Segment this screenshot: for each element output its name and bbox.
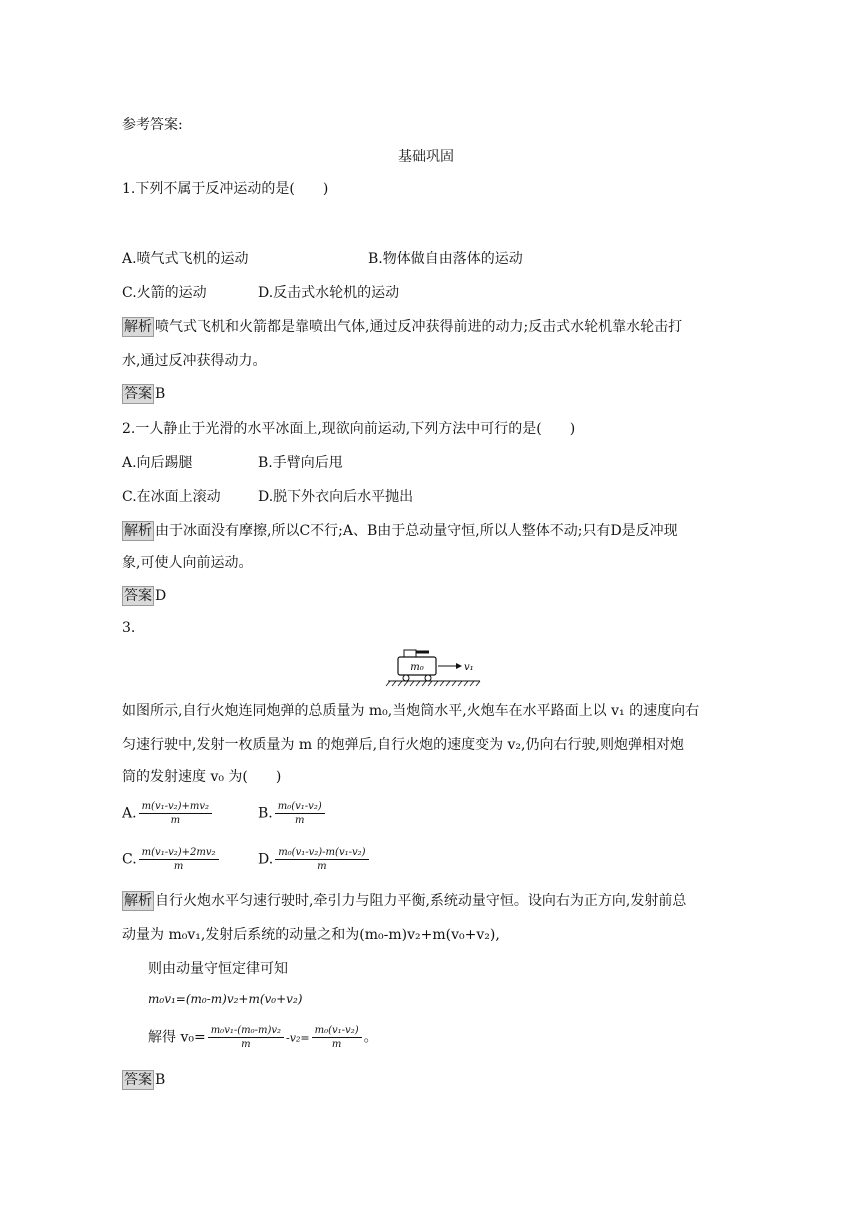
q1-option-b: B.物体做自由落体的运动 xyxy=(368,251,523,267)
answer-tag: 答案 xyxy=(124,1072,152,1088)
fraction-denominator: m xyxy=(317,861,327,872)
q2-analysis-text-1: 由于冰面没有摩擦,所以C不行;A、B由于总动量守恒,所以人整体不动;只有D是反冲现 xyxy=(155,523,678,539)
q2-option-d: D.脱下外衣向后水平抛出 xyxy=(258,489,414,505)
q1-answer-value: B xyxy=(155,386,166,402)
q3-answer-value: B xyxy=(155,1072,166,1088)
q3-stem-1: 如图所示,自行火炮连同炮弹的总质量为 m₀,当炮筒水平,火炮车在水平路面上以 v₁ 的速度向右 xyxy=(122,703,700,719)
q3-analysis-text-1: 自行火炮水平匀速行驶时,牵引力与阻力平衡,系统动量守恒。设向右为正方向,发射前总 xyxy=(155,893,687,909)
velocity-label: v₁ xyxy=(464,662,474,673)
q3-stem-2: 匀速行驶中,发射一枚质量为 m 的炮弹后,自行火炮的速度变为 v₂,仍向右行驶,则炮弹相对炮 xyxy=(122,737,684,753)
option-prefix: B. xyxy=(258,805,273,822)
q3-solution xyxy=(148,1024,378,1051)
solution-end: 。 xyxy=(363,1029,378,1046)
self-propelled-gun-figure xyxy=(380,646,490,690)
q1-option-a: A.喷气式飞机的运动 xyxy=(122,251,249,267)
q3-option-a xyxy=(122,800,214,827)
q2-analysis xyxy=(122,520,678,541)
q3-analysis xyxy=(122,890,686,911)
q2-option-a: A.向后踢腿 xyxy=(122,455,193,471)
q3-momentum-equation: m₀v₁=(m₀-m)v₂+m(v₀+v₂) xyxy=(148,992,303,1006)
solution-prefix: 解得 v₀= xyxy=(148,1029,206,1046)
wheel-left xyxy=(403,675,409,681)
fraction-numerator: m₀(v₁-v₂) xyxy=(275,800,325,814)
q3-analysis-text-2: 动量为 m₀v₁,发射后系统的动量之和为(m₀-m)v₂+m(v₀+v₂), xyxy=(122,927,500,943)
analysis-tag: 解析 xyxy=(124,319,152,335)
fraction-numerator: m₀(v₁-v₂)-m(v₁-v₂) xyxy=(275,846,368,860)
ground-hatching xyxy=(386,681,480,686)
fraction-numerator: m(v₁-v₂)+mv₂ xyxy=(139,800,213,814)
fraction-numerator: m(v₁-v₂)+2mv₂ xyxy=(139,846,219,860)
fraction-denominator: m xyxy=(241,1039,251,1050)
q3-stem-3: 筒的发射速度 v₀ 为( ) xyxy=(122,769,282,785)
q1-answer xyxy=(122,384,165,404)
q2-answer-value: D xyxy=(155,588,167,604)
q3-option-b xyxy=(258,800,327,827)
option-prefix: A. xyxy=(122,805,137,822)
q2-answer xyxy=(122,586,166,606)
option-d-fraction xyxy=(275,846,368,873)
q1-analysis-text-1: 喷气式飞机和火箭都是靠喷出气体,通过反冲获得前进的动力;反击式水轮机靠水轮击打 xyxy=(155,319,683,335)
q3-option-d xyxy=(258,846,371,873)
q2-option-b: B.手臂向后甩 xyxy=(258,455,343,471)
velocity-arrowhead xyxy=(456,663,462,669)
gun-turret xyxy=(404,650,416,657)
mass-label: m₀ xyxy=(410,662,424,673)
option-prefix: C. xyxy=(122,851,137,868)
q1-option-d: D.反击式水轮机的运动 xyxy=(258,285,400,301)
analysis-tag: 解析 xyxy=(124,523,152,539)
fraction-denominator: m xyxy=(170,815,181,826)
fraction-numerator: m₀(v₁-v₂) xyxy=(312,1024,362,1038)
option-a-fraction xyxy=(139,800,213,827)
answer-tag: 答案 xyxy=(124,588,152,604)
fraction-denominator: m xyxy=(295,815,305,826)
q3-analysis-text-3: 则由动量守恒定律可知 xyxy=(148,961,288,977)
solution-fraction-1 xyxy=(208,1024,284,1051)
option-prefix: D. xyxy=(258,851,274,868)
q3-option-c xyxy=(122,846,221,873)
solution-fraction-2 xyxy=(312,1024,362,1051)
q1-stem: 1.下列不属于反冲运动的是( ) xyxy=(122,181,329,197)
option-c-fraction xyxy=(139,846,219,873)
section-title: 基础巩固 xyxy=(398,149,454,165)
q1-option-c: C.火箭的运动 xyxy=(122,285,207,301)
reference-answer-label: 参考答案: xyxy=(122,117,183,133)
q1-analysis-text-2: 水,通过反冲获得动力。 xyxy=(122,353,267,369)
wheel-right xyxy=(425,675,431,681)
q2-stem: 2.一人静止于光滑的水平冰面上,现欲向前运动,下列方法中可行的是( ) xyxy=(122,421,576,437)
q1-analysis xyxy=(122,316,682,337)
q3-number: 3. xyxy=(122,620,136,636)
analysis-tag: 解析 xyxy=(124,893,152,909)
answer-tag: 答案 xyxy=(124,386,152,402)
fraction-denominator: m xyxy=(331,1039,342,1050)
solution-middle: -v₂= xyxy=(286,1031,310,1045)
q3-answer xyxy=(122,1070,165,1090)
option-b-fraction xyxy=(275,800,325,827)
fraction-denominator: m xyxy=(173,861,184,872)
q2-option-c: C.在冰面上滚动 xyxy=(122,489,221,505)
q2-analysis-text-2: 象,可使人向前运动。 xyxy=(122,555,253,571)
fraction-numerator: m₀v₁-(m₀-m)v₂ xyxy=(208,1024,284,1038)
